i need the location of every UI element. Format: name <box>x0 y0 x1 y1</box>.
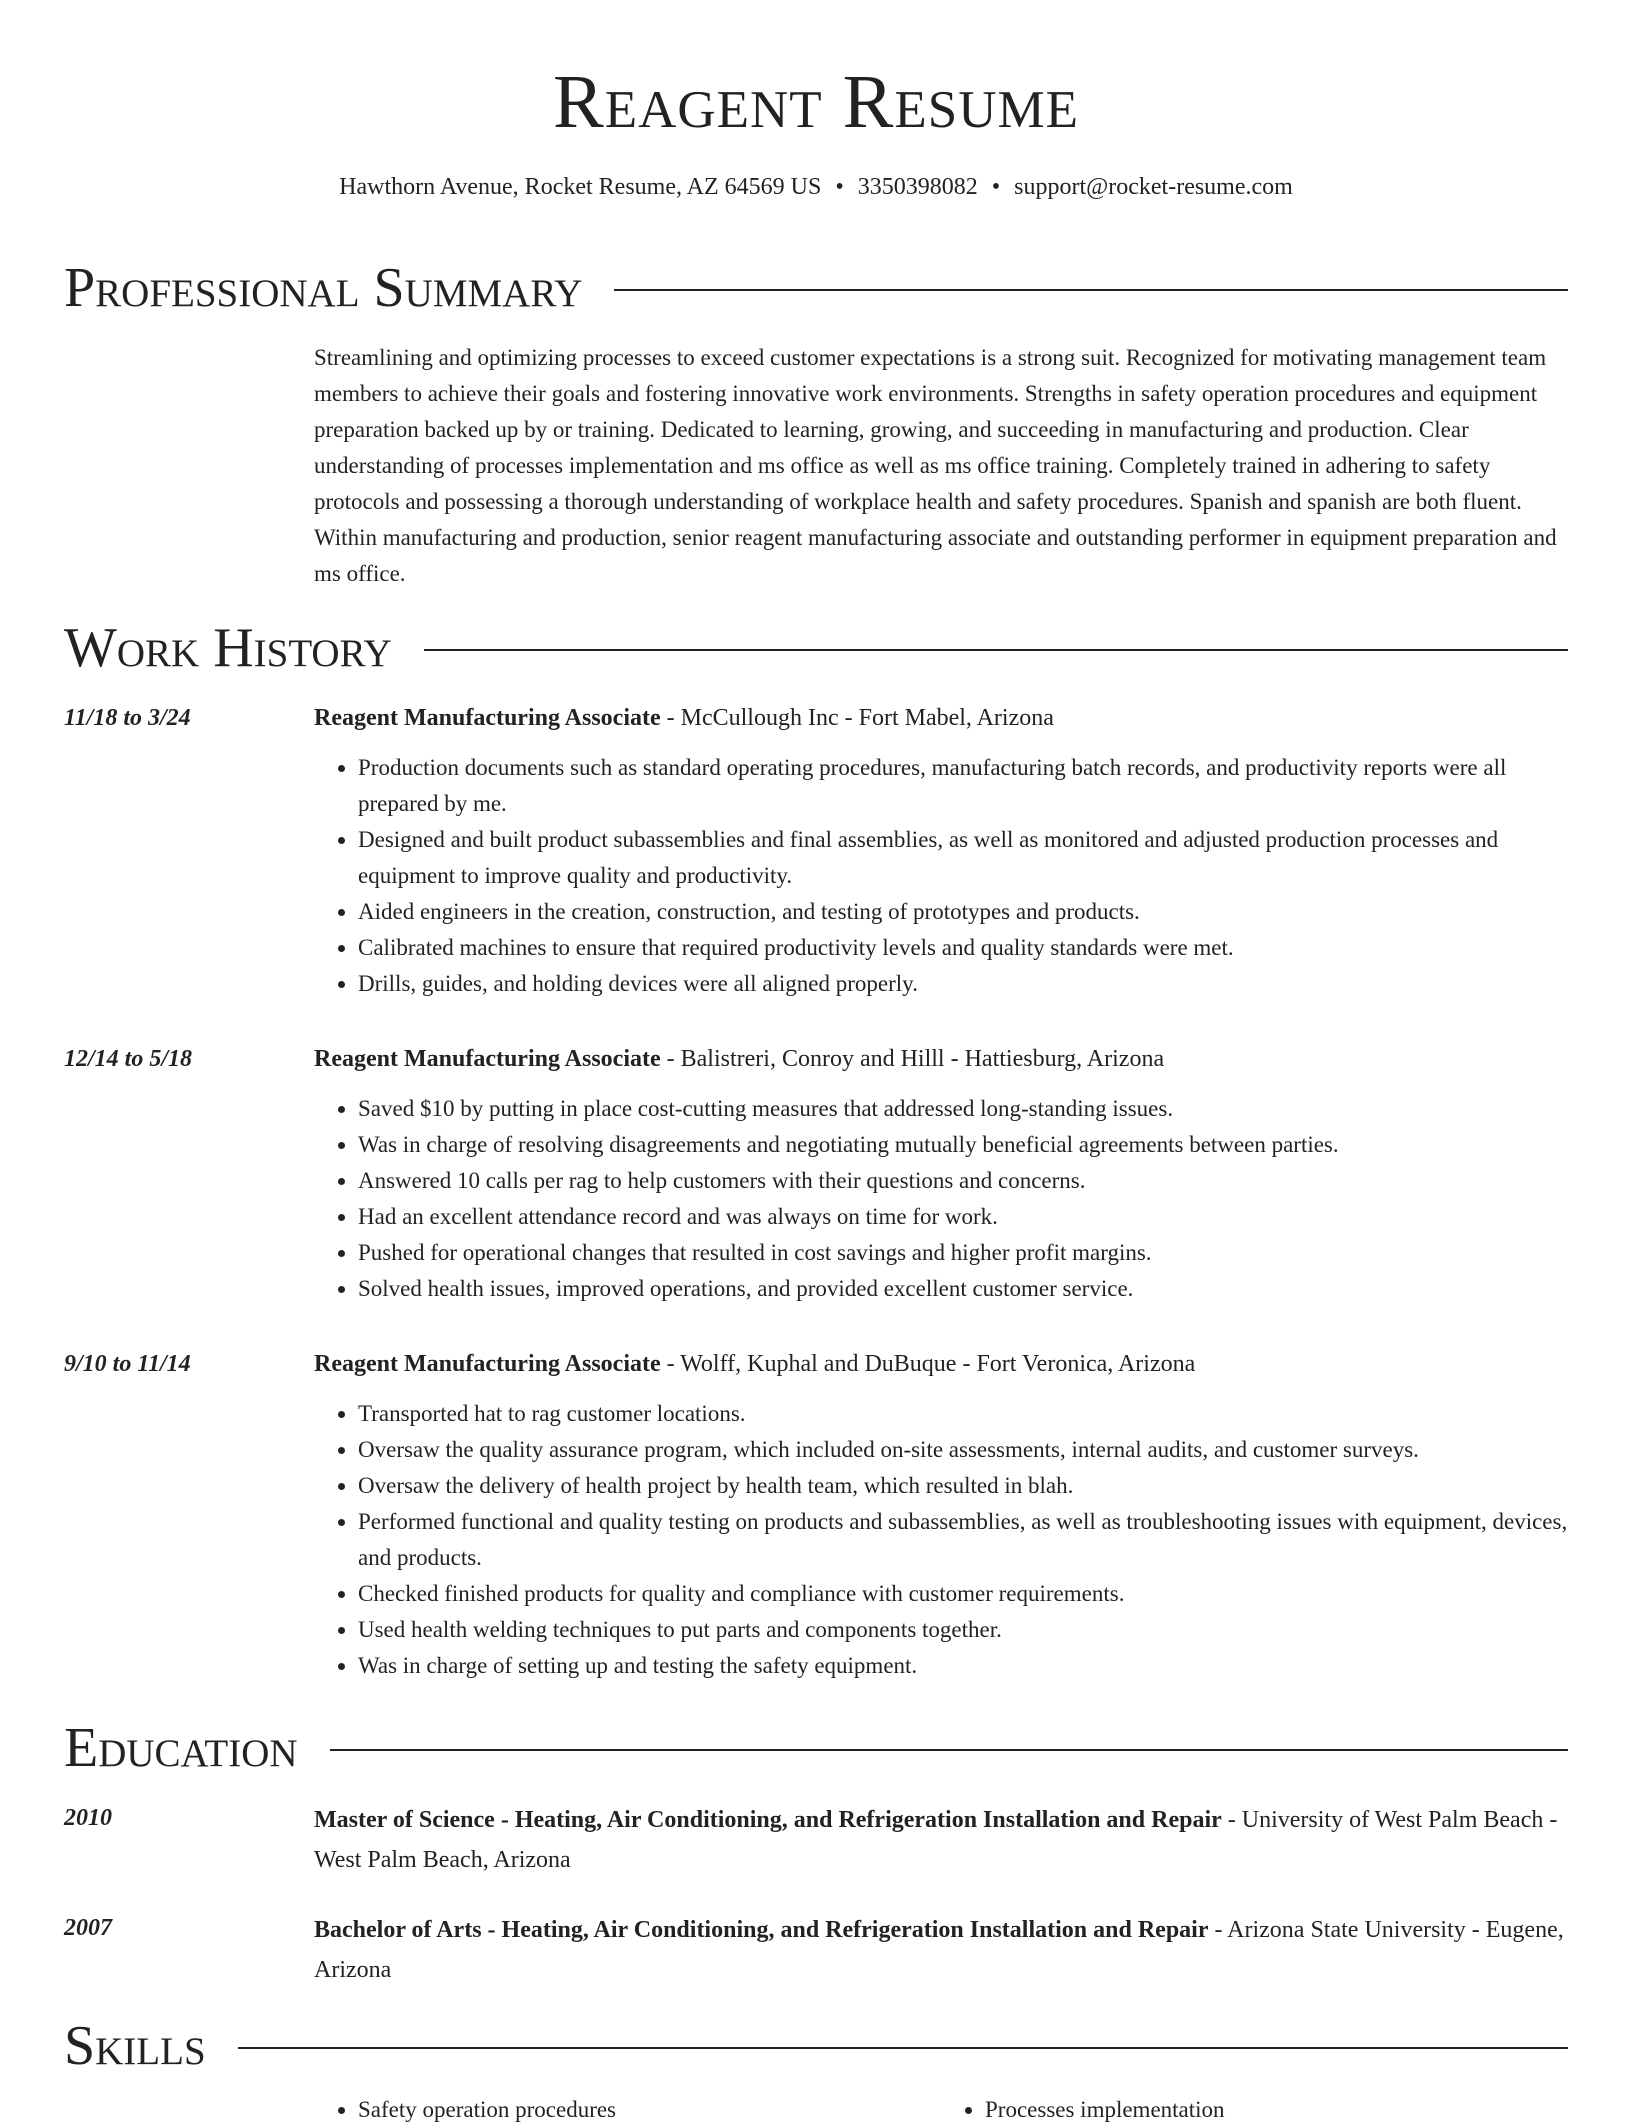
education-body <box>314 1800 1568 1880</box>
job-bullet: • Checked finished products for quality and compliance with customer requirements. <box>358 1576 1568 1612</box>
job-title: Reagent Manufacturing Associate <box>314 705 661 731</box>
resume-name: Reagent Resume <box>553 60 1079 144</box>
section-divider <box>614 289 1568 291</box>
job-bullet: • Answered 10 calls per rag to help customers with their questions and concerns. <box>358 1163 1568 1199</box>
contact-email: support@rocket-resume.com <box>1014 174 1293 200</box>
contact-phone: 3350398082 <box>857 174 978 200</box>
job-bullet: • Calibrated machines to ensure that required productivity levels and quality standards were met. <box>358 930 1568 966</box>
section-divider <box>424 649 1568 651</box>
job-body <box>314 1041 1568 1307</box>
job-date: 11/18 to 3/24 <box>64 705 191 731</box>
job-heading <box>314 1346 1568 1382</box>
skill-item: • Safety operation procedures <box>358 2092 941 2128</box>
education-year: 2007 <box>64 1915 112 1941</box>
degree-title: Bachelor of Arts - Heating, Air Conditioning, and Refrigeration Installation and Repair <box>314 1917 1209 1943</box>
contact-address: Hawthorn Avenue, Rocket Resume, AZ 64569 US <box>339 174 822 200</box>
job-bullet: • Transported hat to rag customer locations. <box>358 1396 1568 1432</box>
job-bullets <box>314 1091 1568 1307</box>
skills-column <box>314 2092 941 2128</box>
job-company-location: - Wolff, Kuphal and DuBuque - Fort Veronica, Arizona <box>660 1351 1196 1377</box>
section-header-work-history <box>64 618 1568 678</box>
job-bullet: • Oversaw the delivery of health project by health team, which resulted in blah. <box>358 1468 1568 1504</box>
education-heading <box>314 1800 1568 1880</box>
job-bullet: • Performed functional and quality testing on products and subassemblies, as well as troubleshooting issues with equipment, devices, and products. <box>358 1504 1568 1576</box>
job-heading <box>314 700 1568 736</box>
skills-column <box>941 2092 1568 2128</box>
job-date: 9/10 to 11/14 <box>64 1351 191 1377</box>
job-bullet: • Solved health issues, improved operations, and provided excellent customer service. <box>358 1271 1568 1307</box>
contact-separator: • <box>835 174 844 200</box>
section-title-education: Education <box>64 1717 298 1779</box>
section-header-skills <box>64 2016 1568 2076</box>
section-divider <box>330 1749 1568 1751</box>
job-title: Reagent Manufacturing Associate <box>314 1046 661 1072</box>
job-title: Reagent Manufacturing Associate <box>314 1351 661 1377</box>
degree-title: Master of Science - Heating, Air Conditioning, and Refrigeration Installation and Repair <box>314 1807 1222 1833</box>
job-bullet: • Used health welding techniques to put parts and components together. <box>358 1612 1568 1648</box>
job-bullets <box>314 1396 1568 1684</box>
school-location: - Arizona State University - Eugene, Arizona <box>314 1917 1564 1983</box>
job-bullet: • Drills, guides, and holding devices were all aligned properly. <box>358 966 1568 1002</box>
education-year: 2010 <box>64 1805 112 1831</box>
school-location: - University of West Palm Beach - West Palm Beach, Arizona <box>314 1807 1558 1873</box>
summary-text: Streamlining and optimizing processes to exceed customer expectations is a strong suit. Recognized for motivating management team members to achieve their goals and fostering innovative work environments. Strengths in safety operation procedures and equipment preparation backed up by or training. Dedicated to learning, growing, and succeeding in manufacturing and production. Clear understanding of processes implementation and ms office as well as ms office training. Completely trained in adhering to safety protocols and possessing a thorough understanding of workplace health and safety procedures. Spanish and spanish are both fluent. Within manufacturing and production, senior reagent manufacturing associate and outstanding performer in equipment preparation and ms office. <box>314 345 1557 586</box>
contact-separator: • <box>991 174 1001 200</box>
job-company-location: - Balistreri, Conroy and Hilll - Hattiesburg, Arizona <box>660 1046 1165 1072</box>
skills-list <box>314 2092 1568 2128</box>
section-divider <box>238 2047 1568 2049</box>
job-body <box>314 700 1568 1002</box>
education-body <box>314 1910 1568 1990</box>
job-bullets <box>314 750 1568 1002</box>
contact-line <box>0 174 1632 201</box>
section-title-work-history: Work History <box>64 617 392 679</box>
job-body <box>314 1346 1568 1684</box>
job-bullet: • Oversaw the quality assurance program, which included on-site assessments, internal audits, and customer surveys. <box>358 1432 1568 1468</box>
job-heading <box>314 1041 1568 1077</box>
section-header-summary <box>64 258 1568 318</box>
job-company-location: - McCullough Inc - Fort Mabel, Arizona <box>660 705 1054 731</box>
section-title-summary: Professional Summary <box>64 257 583 319</box>
education-heading <box>314 1910 1568 1990</box>
job-bullet: • Had an excellent attendance record and was always on time for work. <box>358 1199 1568 1235</box>
job-bullet: • Designed and built product subassemblies and final assemblies, as well as monitored and adjusted production processes and equipment to improve quality and productivity. <box>358 822 1568 894</box>
job-bullet: • Production documents such as standard operating procedures, manufacturing batch records, and productivity reports were all prepared by me. <box>358 750 1568 822</box>
job-bullet: • Pushed for operational changes that resulted in cost savings and higher profit margins. <box>358 1235 1568 1271</box>
job-bullet: • Aided engineers in the creation, construction, and testing of prototypes and products. <box>358 894 1568 930</box>
job-date: 12/14 to 5/18 <box>64 1046 193 1072</box>
job-bullet: • Was in charge of setting up and testing the safety equipment. <box>358 1648 1568 1684</box>
job-bullet: • Saved $10 by putting in place cost-cutting measures that addressed long-standing issues. <box>358 1091 1568 1127</box>
section-header-education <box>64 1718 1568 1778</box>
section-title-skills: Skills <box>64 2015 206 2077</box>
skill-item: • Processes implementation <box>985 2092 1568 2128</box>
job-bullet: • Was in charge of resolving disagreements and negotiating mutually beneficial agreements between parties. <box>358 1127 1568 1163</box>
